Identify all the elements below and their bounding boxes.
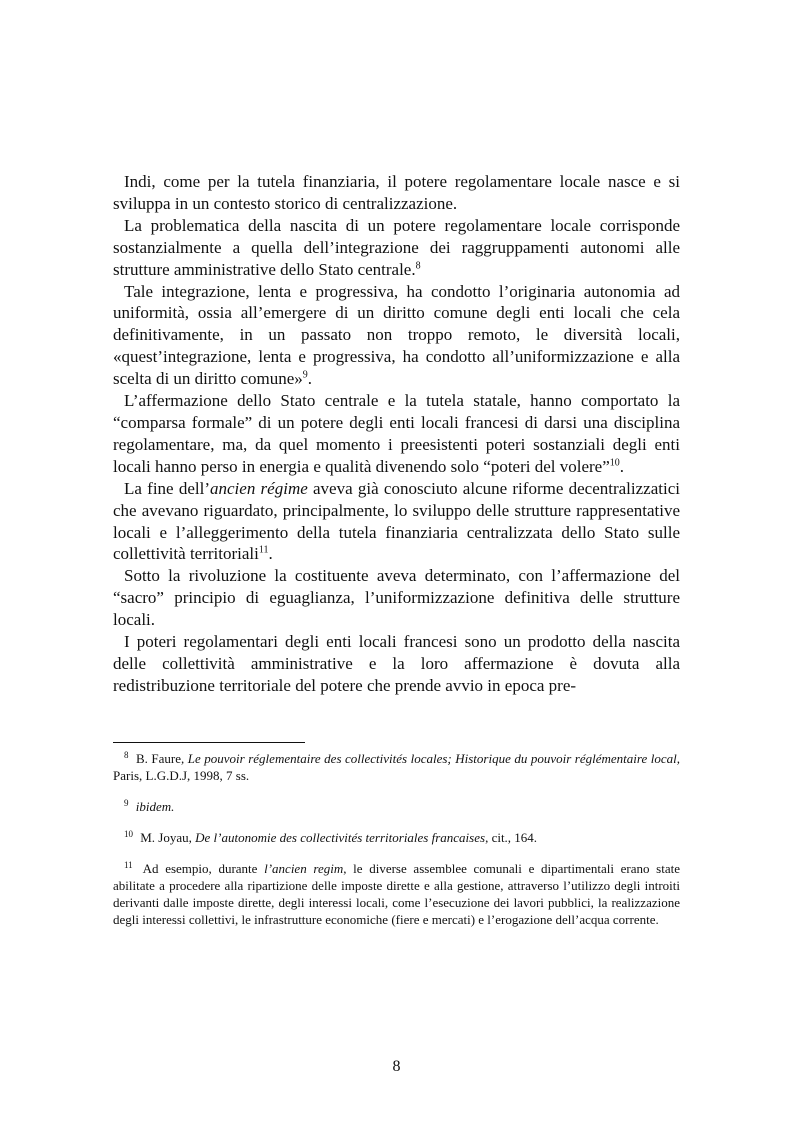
footnote-9-number: 9 — [124, 797, 129, 808]
paragraph-5-text-b: aveva già conosciuto alcune riforme decentralizzatici che avevano riguardato, principalmente, lo sviluppo delle strutture rappresentative locali e l’alleggerimento della tutela finanziaria centralizzata dello Stato sulle collettività territoriali — [113, 478, 680, 564]
paragraph-2 — [113, 215, 680, 281]
footnote-11-number: 11 — [124, 859, 133, 870]
paragraph-5-end: . — [268, 544, 273, 564]
paragraph-2-text: La problematica della nascita di un potere regolamentare locale corrisponde sostanzialmente a quella dell’integrazione dei raggruppamenti autonomi alle strutture amministrative dello Stato centrale. — [113, 215, 680, 279]
footnote-8-title: , Le pouvoir réglementaire des collectivités locales; Historique du pouvoir réglémentaire local, — [181, 751, 680, 766]
paragraph-4-end: . — [619, 456, 625, 476]
paragraph-3-end: . — [307, 369, 313, 389]
footnote-8 — [113, 750, 680, 784]
footnote-8-rest: Paris, L.G.D.J, 1998, 7 ss. — [113, 768, 250, 783]
page-number: 8 — [392, 1058, 401, 1075]
footnote-9 — [113, 798, 680, 815]
footnote-11-text-a: Ad esempio, durante — [136, 861, 265, 876]
footnote-11 — [113, 860, 680, 928]
footnote-ref-8[interactable]: 8 — [415, 259, 421, 271]
paragraph-1-text: Indi, come per la tutela finanziaria, il potere regolamentare locale nasce e si sviluppa in un contesto storico di centralizzazione. — [113, 172, 680, 213]
paragraph-7-text: I poteri regolamentari degli enti locali francesi sono un prodotto della nascita delle collettività amministrative e la loro affermazione è dovuta alla redistribuzione territoriale del potere che prende avvio in epoca pre- — [113, 632, 680, 695]
paragraph-5 — [113, 478, 680, 566]
footnotes — [113, 750, 680, 928]
footnote-separator — [113, 742, 305, 743]
footnote-11-text-b: , le diverse assemblee comunali e dipartimentali erano state abilitate a procedere alla ripartizione delle imposte dirette e alla gestione, attraverso l’utilizzo degli introiti derivanti dalle imposte dirette, degli interessi locali, come l’esecuzione dei lavori pubblici, la realizzazione degli interessi collettivi, le infrastrutture economiche (fiere e mercati) e l’erogazione dell’acqua corrente. — [113, 861, 680, 927]
footnote-8-number: 8 — [124, 749, 129, 760]
paragraph-5-italic: ancien régime — [210, 478, 308, 498]
paragraph-7 — [113, 631, 680, 697]
paragraph-5-text-a: La fine dell’ — [124, 478, 210, 498]
footnote-10-number: 10 — [124, 828, 133, 839]
paragraph-1 — [113, 171, 680, 215]
paragraph-4 — [113, 390, 680, 478]
footnote-10-rest: , cit., 164. — [485, 830, 538, 845]
body-text — [113, 171, 680, 697]
paragraph-6 — [113, 565, 680, 631]
footnote-9-title: ibidem. — [132, 799, 175, 814]
footnote-10-title: De l’autonomie des collectivités territoriales francaises — [195, 830, 486, 845]
footnote-ref-11[interactable]: 11 — [258, 544, 269, 556]
paragraph-3-text: Tale integrazione, lenta e progressiva, ha condotto l’originaria autonomia ad uniformità, ossia all’emergere di un diritto comune degli enti locali che cela definitivamente, in un passato non troppo remoto, le diversità locali, «quest’integrazione, lenta e progressiva, ha condotto all’uniformizzazione e alla scelta di un diritto comune» — [113, 281, 680, 389]
footnote-10 — [113, 829, 680, 846]
paragraph-3 — [113, 281, 680, 391]
footnote-10-author: M. Joyau, — [137, 830, 196, 845]
paragraph-4-text: L’affermazione dello Stato centrale e la tutela statale, hanno comportato la “comparsa formale” di un potere degli enti locali francesi di darsi una disciplina regolamentare, ma, da quel momento i preesistenti poteri sostanziali degli enti locali hanno perso in energia e qualità divenendo solo “poteri del volere” — [113, 391, 680, 476]
paragraph-6-text: Sotto la rivoluzione la costituente aveva determinato, con l’affermazione del “sacro” principio di eguaglianza, l’uniformizzazione definitiva delle strutture locali. — [113, 566, 680, 630]
footnote-ref-9[interactable]: 9 — [302, 369, 308, 381]
footnote-11-italic: l’ancien regim — [264, 861, 344, 876]
footnote-8-author: B. Faure — [132, 751, 182, 766]
footnote-ref-10[interactable]: 10 — [609, 457, 620, 469]
